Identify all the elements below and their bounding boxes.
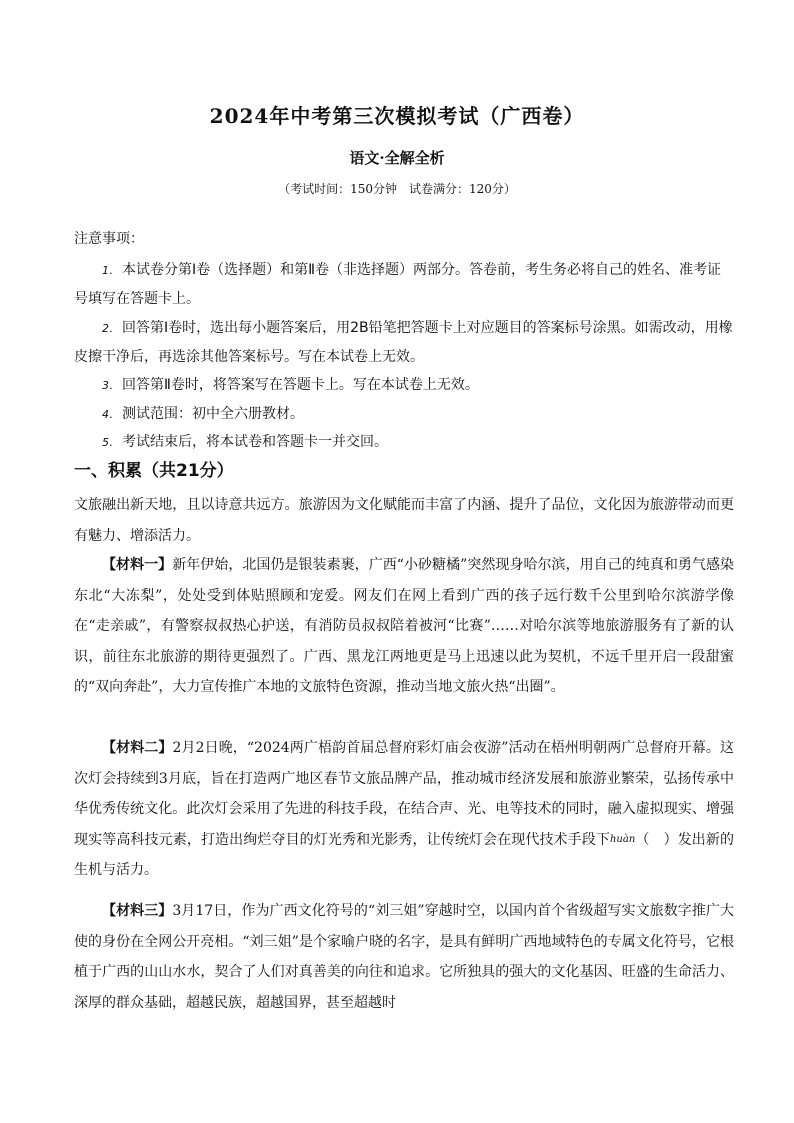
notice-item-number: 5． [102, 436, 120, 449]
answer-blank: （ ） [635, 831, 678, 848]
notice-item-number: 3． [102, 379, 120, 392]
material-tag: 【材料一】 [102, 557, 173, 573]
notice-item-text: 本试卷分第Ⅰ卷（选择题）和第Ⅱ卷（非选择题）两部分。答卷前，考生务必将自己的姓名、准考证号填写在答题卡上。 [74, 262, 722, 307]
notice-item [74, 371, 734, 400]
section-intro: 文旅融出新天地，且以诗意共远方。旅游因为文化赋能而丰富了内涵、提升了品位，文化因为旅游带动而更有魅力、增添活力。 [74, 497, 734, 544]
notice-title: 注意事项： [74, 231, 144, 247]
material-tag: 【材料三】 [102, 903, 173, 919]
notice-item-text: 回答第Ⅱ卷时，将答案写在答题卡上。写在本试卷上无效。 [122, 377, 479, 393]
page-title: 2024年中考第三次模拟考试（广西卷） [209, 104, 585, 128]
material-two [74, 733, 734, 886]
notice-item [74, 256, 734, 313]
material-tag: 【材料二】 [102, 740, 173, 756]
material-three [74, 896, 734, 1018]
page-subtitle: 语文·全解全析 [349, 149, 445, 167]
material-text: 3月17日，作为广西文化符号的“刘三姐”穿越时空，以国内首个省级超写实文旅数字推广大使的身份在全网公开亮相。“刘三姐”是个家喻户晓的名字，是具有鲜明广西地域特色的专属文化符号，它根植于广西的山山水水，契合了人们对真善美的向往和追求。它所独具的强大的文化基因、旺盛的生命活力、深厚的群众基础，超越民族，超越国界，甚至超越时 [74, 903, 734, 1011]
notice-item-number: 4． [102, 408, 120, 421]
notice-item [74, 400, 734, 429]
material-text-end: 发出新的生机与活力。 [74, 831, 735, 878]
notice-item-text: 回答第Ⅰ卷时，选出每小题答案后，用2B铅笔把答题卡上对应题目的答案标号涂黑。如需改动，用橡皮擦干净后，再选涂其他答案标号。写在本试卷上无效。 [74, 320, 733, 365]
notice-item-text: 考试结束后，将本试卷和答题卡一并交回。 [122, 434, 388, 450]
material-text: 2月2日晚，“2024两广梧韵首届总督府彩灯庙会夜游”活动在梧州明朝两广总督府开幕。这次灯会持续到3月底，旨在打造两广地区春节文旅品牌产品，推动城市经济发展和旅游业繁荣，弘扬传承中华优秀传统文化。此次灯会采用了先进的科技手段，在结合声、光、电等技术的同时，融入虚拟现实、增强现实等高科技元素，打造出绚烂夺目的灯光秀和光影秀，让传统灯会在现代技术手段下 [74, 740, 734, 848]
section-heading: 一、积累（共21分） [74, 461, 234, 481]
material-one [74, 550, 734, 703]
notice-item [74, 314, 734, 371]
material-text: 新年伊始，北国仍是银装素裹，广西“小砂糖橘”突然现身哈尔滨，用自己的纯真和勇气感染东北“大冻梨”，处处受到体贴照顾和宠爱。网友们在网上看到广西的孩子远行数千公里到哈尔滨游学像在“走亲戚”，有警察叔叔热心护送，有消防员叔叔陪着被河“比赛”……对哈尔滨等地旅游服务有了新的认识，前往东北旅游的期待更强烈了。广西、黑龙江两地更是马上迅速以此为契机，不远千里开启一段甜蜜的“双向奔赴”，大力宣传推广本地的文旅特色资源，推动当地文旅火热“出圈”。 [74, 557, 734, 695]
exam-info: （考试时间：150分钟 试卷满分：120分） [278, 182, 516, 196]
notice-item-number: 2． [102, 322, 120, 335]
notice-item-text: 测试范围：初中全六册教材。 [122, 406, 304, 422]
notice-item-number: 1． [102, 264, 120, 277]
notice-item [74, 428, 734, 457]
pinyin-hint: huàn [609, 833, 636, 845]
